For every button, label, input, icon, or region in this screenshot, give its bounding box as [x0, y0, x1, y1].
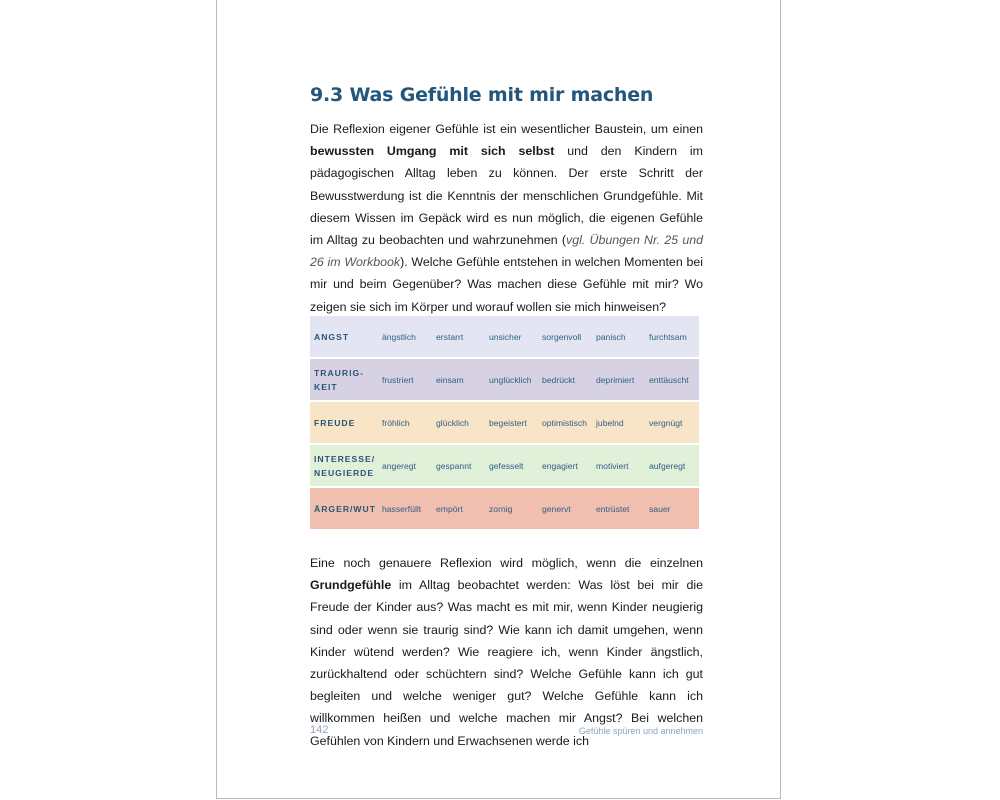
table-row-angst — [310, 316, 699, 357]
emotion-word: hasserfüllt — [379, 488, 433, 529]
bold-phrase: bewussten Umgang mit sich selbst — [310, 144, 555, 159]
emotion-word: zornig — [486, 488, 539, 529]
emotion-word: enttäuscht — [646, 359, 699, 400]
emotion-word: jubelnd — [593, 402, 646, 443]
book-page — [216, 0, 781, 799]
table-row-freude — [310, 402, 699, 443]
text-run: ). Welche Gefühle entstehen in welchen Momenten bei mir und beim Gegenüber? Was machen diese Gefühle mit mir? Wo zeigen sie sich im Körper und worauf wollen sie mich hinweisen? — [310, 255, 703, 314]
emotion-word: frustriert — [379, 359, 433, 400]
emotion-word: sauer — [646, 488, 699, 529]
emotion-word: optimistisch — [539, 402, 593, 443]
text-run: Die Reflexion eigener Gefühle ist ein wesentlicher Baustein, um einen — [310, 122, 703, 136]
emotion-word: gespannt — [433, 445, 486, 486]
emotion-word: sorgenvoll — [539, 316, 593, 357]
emotion-word: engagiert — [539, 445, 593, 486]
emotion-word: vergnügt — [646, 402, 699, 443]
emotion-word: motiviert — [593, 445, 646, 486]
emotion-word: panisch — [593, 316, 646, 357]
emotion-word: furchtsam — [646, 316, 699, 357]
text-run: und den Kindern im pädagogischen Alltag leben zu können. Der erste Schritt der Bewusstwerdung ist die Kenntnis der menschlichen Grundgefühle. Mit diesem Wissen im Gepäck wird es nun möglich, die eigenen Gefühle im Alltag zu beobachten und wahrzunehmen ( — [310, 144, 703, 248]
emotion-word: ängstlich — [379, 316, 433, 357]
running-footer-title: Gefühle spüren und annehmen — [578, 726, 703, 736]
emotion-word: entrüstet — [593, 488, 646, 529]
emotion-word: unsicher — [486, 316, 539, 357]
category-label: ANGST — [310, 316, 379, 357]
italic-reference: vgl. Übungen Nr. 25 und 26 im Workbook — [310, 233, 703, 270]
category-label: FREUDE — [310, 402, 379, 443]
table-row-aerger — [310, 488, 699, 529]
emotion-word: aufgeregt — [646, 445, 699, 486]
category-label: TRAURIG-KEIT — [310, 359, 379, 400]
emotion-word: unglücklich — [486, 359, 539, 400]
emotion-word: glücklich — [433, 402, 486, 443]
category-label: INTERESSE/ NEUGIERDE — [310, 445, 379, 486]
section-heading: 9.3 Was Gefühle mit mir machen — [310, 84, 654, 106]
bold-phrase: Grundgefühle — [310, 578, 392, 593]
text-run: Eine noch genauere Reflexion wird möglich, wenn die einzelnen — [310, 556, 703, 570]
emotion-word: deprimiert — [593, 359, 646, 400]
text-run: im Alltag beobachtet werden: Was löst bei mir die Freude der Kinder aus? Was macht es mit mir, wenn Kinder neugierig sind oder wenn sie traurig sind? Wie kann ich damit umgehen, wenn Kinder wütend werden? Wie reagiere ich, wenn Kinder ängstlich, zurückhaltend oder schüchtern sind? Welche Gefühle kann ich gut begleiten und welche weniger gut? Welche Gefühle kann ich willkommen heißen und welche machen mir Angst? Bei welchen Gefühlen von Kindern und Erwachsenen werde ich — [310, 578, 703, 748]
emotion-word: empört — [433, 488, 486, 529]
intro-paragraph — [310, 118, 703, 318]
category-label: ÄRGER/WUT — [310, 488, 379, 529]
emotion-word: einsam — [433, 359, 486, 400]
emotion-word: begeistert — [486, 402, 539, 443]
table-row-traurigkeit — [310, 359, 699, 400]
emotion-word: erstarrt — [433, 316, 486, 357]
emotion-word: fröhlich — [379, 402, 433, 443]
emotion-word: genervt — [539, 488, 593, 529]
reflection-paragraph — [310, 552, 703, 752]
page-number: 142 — [310, 724, 329, 736]
emotion-table — [310, 314, 699, 531]
emotion-word: bedrückt — [539, 359, 593, 400]
emotion-word: angeregt — [379, 445, 433, 486]
emotion-word: gefesselt — [486, 445, 539, 486]
table-row-interesse — [310, 445, 699, 486]
